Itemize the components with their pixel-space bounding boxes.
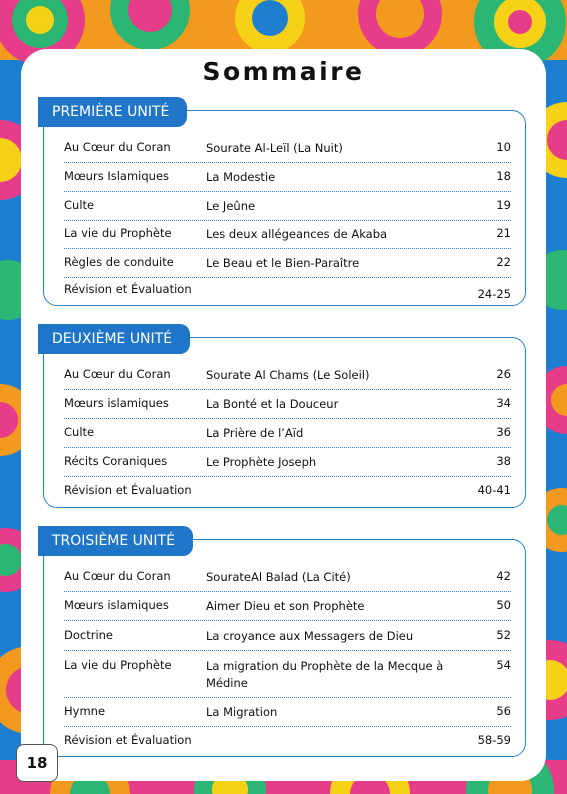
toc-category: Culte <box>64 198 95 212</box>
toc-topic: Le Jeûne <box>206 199 256 213</box>
toc-topic: SourateAl Balad (La Cité) <box>206 570 351 584</box>
toc-page: 18 <box>496 169 511 183</box>
toc-page: 40-41 <box>477 483 511 497</box>
unit-box-3 <box>43 533 526 757</box>
toc-page: 58-59 <box>477 733 511 747</box>
toc-page: 10 <box>496 140 511 154</box>
toc-row[interactable] <box>64 699 511 727</box>
toc-category: Récits Coraniques <box>64 454 168 468</box>
toc-page: 52 <box>496 628 511 642</box>
toc-category: Au Cœur du Coran <box>64 140 171 154</box>
toc-topic: La migration du Prophète de la Mecque à Médine <box>206 659 444 690</box>
toc-row[interactable] <box>64 623 511 651</box>
toc-page: 42 <box>496 569 511 583</box>
toc-row[interactable] <box>64 478 511 504</box>
toc-row[interactable] <box>64 728 511 754</box>
toc-category: Révision et Évaluation <box>64 733 192 747</box>
toc-topic: Sourate Al Chams (Le Soleil) <box>206 368 370 382</box>
toc-page: 21 <box>496 226 511 240</box>
toc-category: Règles de conduite <box>64 255 174 269</box>
toc-page: 38 <box>496 454 511 468</box>
toc-row[interactable] <box>64 362 511 390</box>
toc-page: 24-25 <box>477 287 511 301</box>
toc-row[interactable] <box>64 250 511 278</box>
toc-topic: Aimer Dieu et son Prophète <box>206 599 365 613</box>
toc-category: Au Cœur du Coran <box>64 569 171 583</box>
unit-tab-3: TROISIÈME UNITÉ <box>38 526 193 556</box>
toc-page: 22 <box>496 255 511 269</box>
table-of-contents-card <box>21 49 546 781</box>
toc-row[interactable] <box>64 221 511 249</box>
toc-category: Révision et Évaluation <box>64 282 192 296</box>
toc-category: La vie du Prophète <box>64 658 172 672</box>
toc-page: 56 <box>496 704 511 718</box>
toc-topic: La Modestie <box>206 170 276 184</box>
toc-category: Mœurs Islamiques <box>64 169 170 183</box>
toc-category: La vie du Prophète <box>64 226 172 240</box>
toc-page: 54 <box>496 658 511 672</box>
toc-row[interactable] <box>64 193 511 221</box>
toc-row[interactable] <box>64 653 511 698</box>
toc-topic: La Bonté et la Douceur <box>206 397 339 411</box>
toc-category: Mœurs islamiques <box>64 396 169 410</box>
toc-page: 19 <box>496 198 511 212</box>
page-number: 18 <box>16 744 58 782</box>
toc-topic: Sourate Al-Leïl (La Nuit) <box>206 141 343 155</box>
toc-category: Culte <box>64 425 95 439</box>
toc-category: Hymne <box>64 704 106 718</box>
toc-row[interactable] <box>64 391 511 419</box>
toc-row[interactable] <box>64 135 511 163</box>
toc-category: Révision et Évaluation <box>64 483 192 497</box>
toc-page: 36 <box>496 425 511 439</box>
toc-row[interactable] <box>64 164 511 192</box>
toc-row[interactable] <box>64 278 511 302</box>
toc-category: Au Cœur du Coran <box>64 367 171 381</box>
toc-row[interactable] <box>64 593 511 621</box>
toc-topic: La croyance aux Messagers de Dieu <box>206 629 414 643</box>
toc-topic: Le Prophète Joseph <box>206 455 317 469</box>
toc-category: Mœurs islamiques <box>64 598 169 612</box>
toc-row[interactable] <box>64 564 511 592</box>
toc-topic: La Prière de l’Aïd <box>206 426 304 440</box>
toc-row[interactable] <box>64 420 511 448</box>
page-title: Sommaire <box>202 57 365 86</box>
unit-tab-1: PREMIÈRE UNITÉ <box>38 97 187 127</box>
toc-topic: Les deux allégeances de Akaba <box>206 227 388 241</box>
unit-tab-2: DEUXIÈME UNITÉ <box>38 324 190 354</box>
unit-box-1 <box>43 104 526 306</box>
toc-row[interactable] <box>64 449 511 477</box>
unit-box-2 <box>43 331 526 508</box>
toc-category: Doctrine <box>64 628 114 642</box>
toc-page: 34 <box>496 396 511 410</box>
toc-page: 50 <box>496 598 511 612</box>
toc-topic: Le Beau et le Bien-Paraître <box>206 256 360 270</box>
toc-topic: La Migration <box>206 705 278 719</box>
toc-page: 26 <box>496 367 511 381</box>
